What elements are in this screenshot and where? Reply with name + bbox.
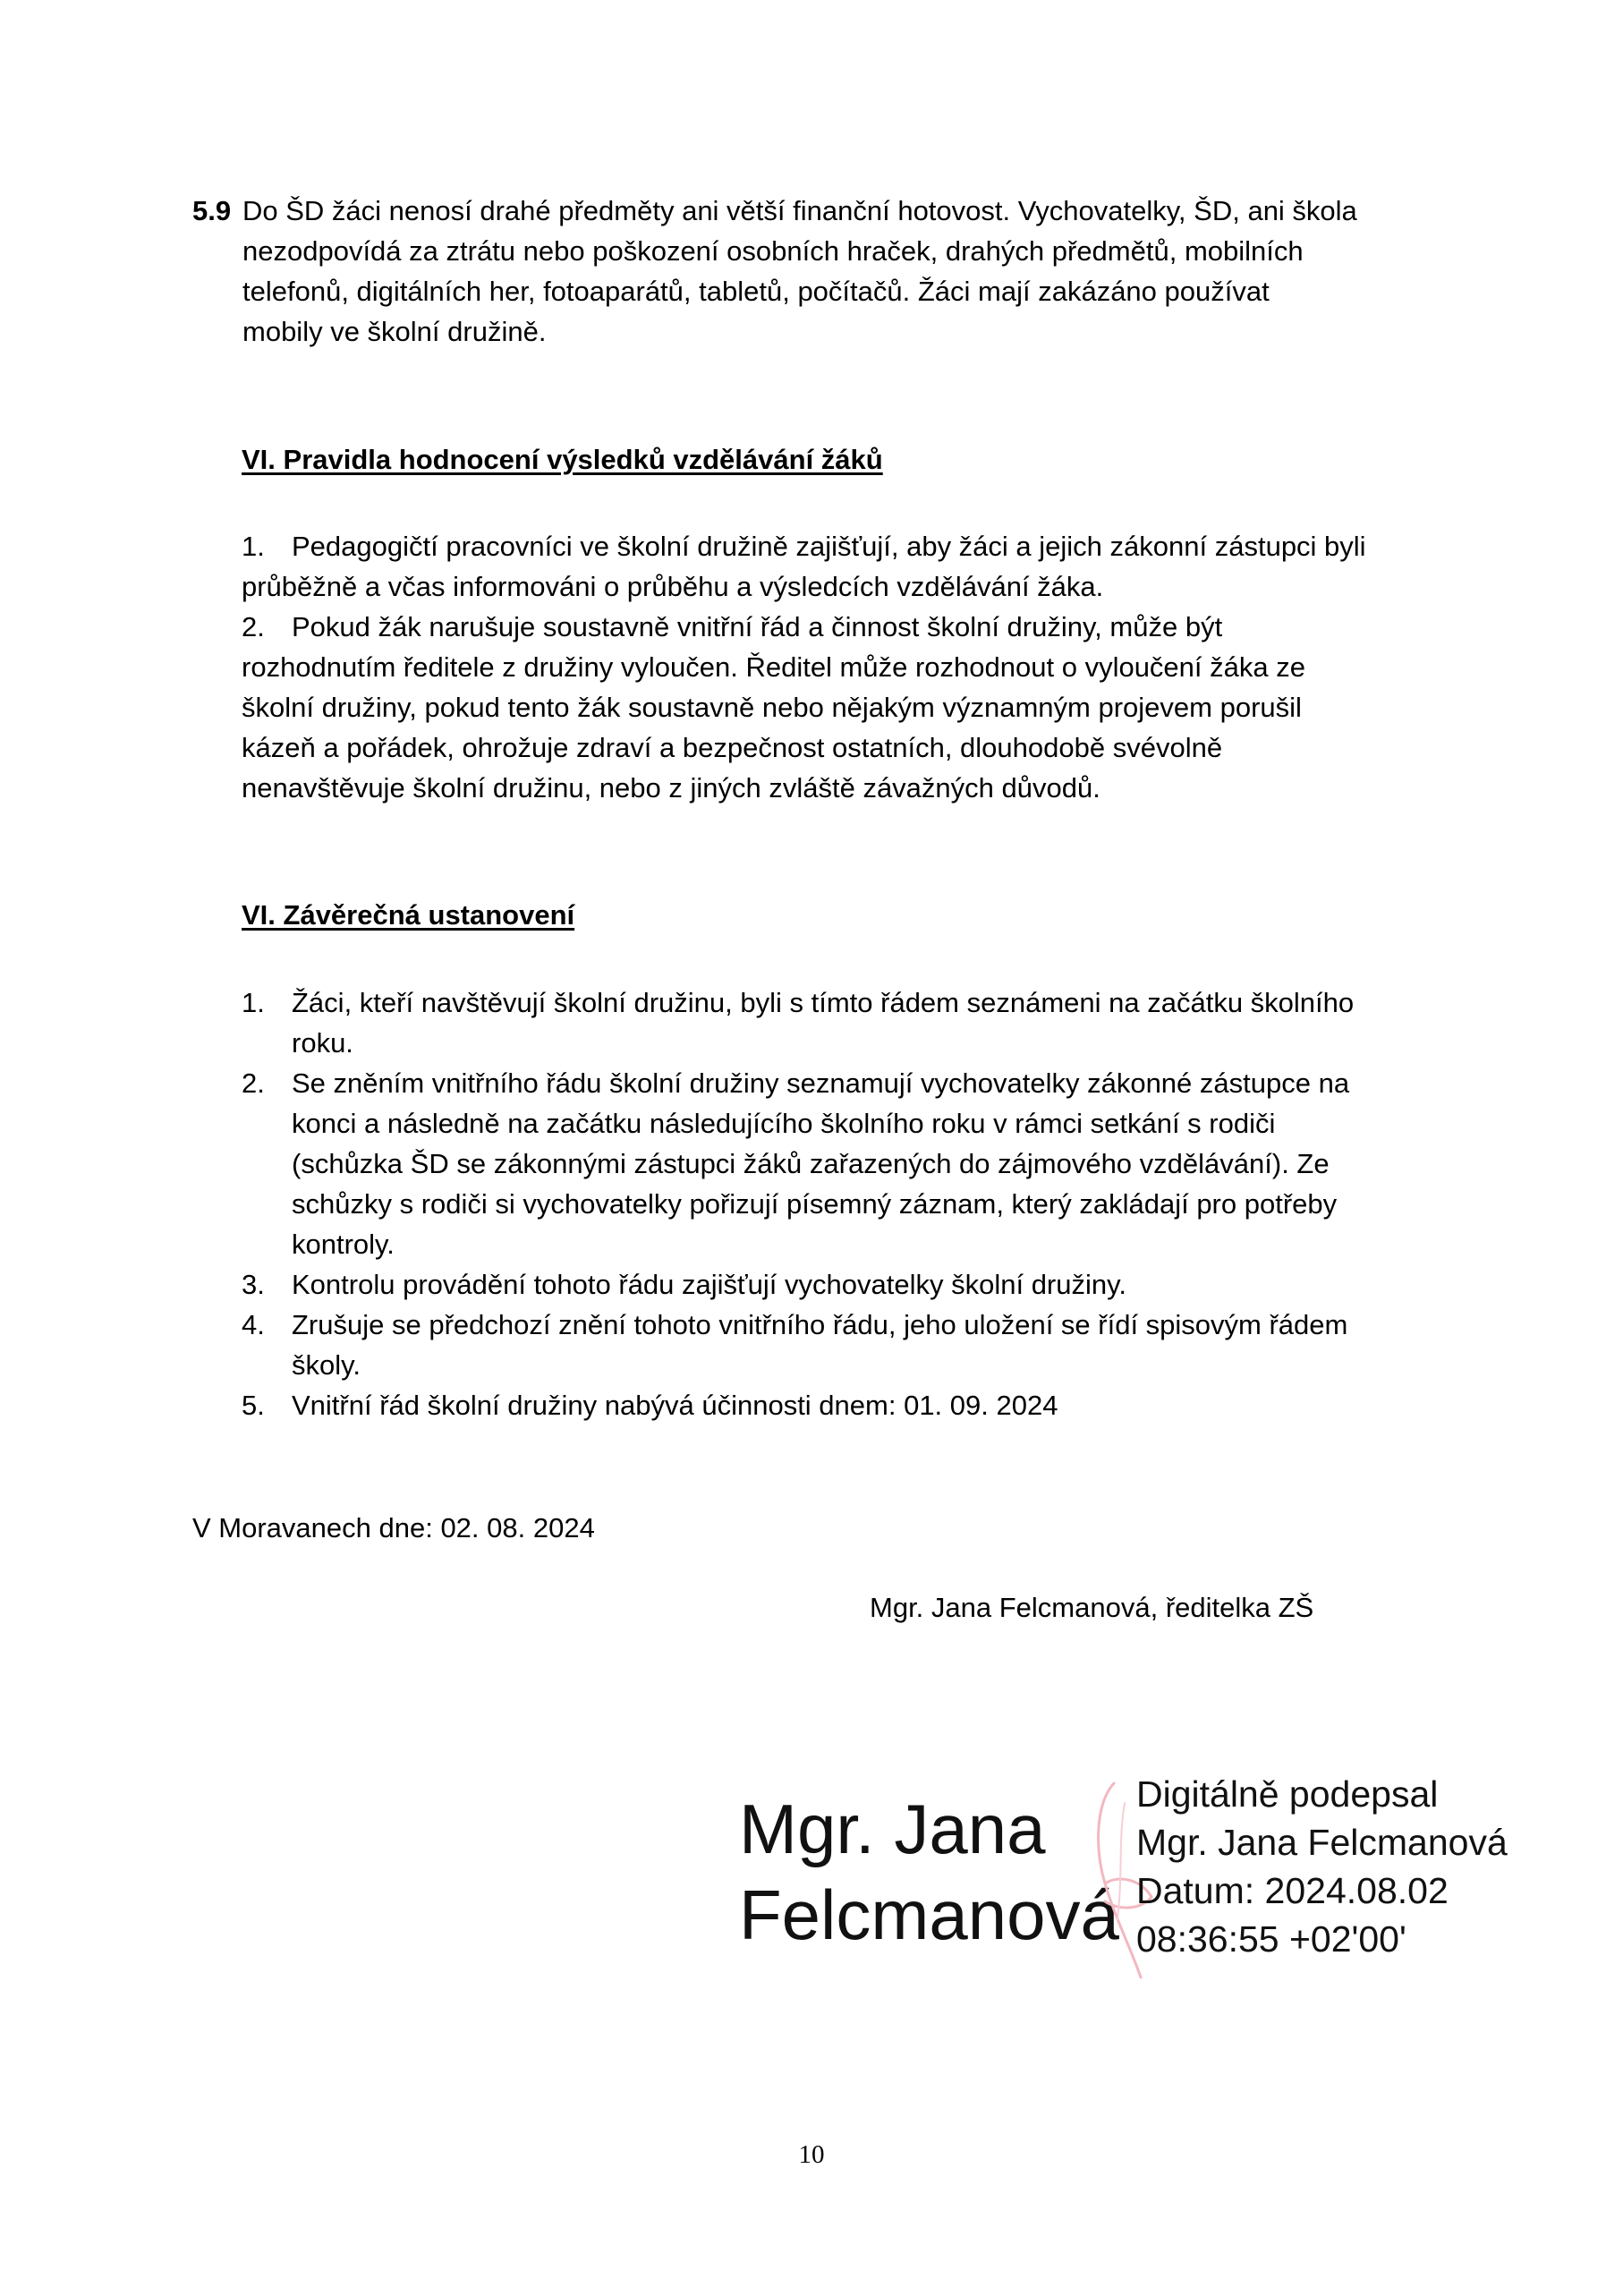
paragraph-body (242, 191, 1481, 352)
text-line: telefonů, digitálních her, fotoaparátů, tabletů, počítačů. Žáci mají zakázáno používat (242, 276, 1270, 307)
section-heading-evaluation: VI. Pravidla hodnocení výsledků vzdělávání žáků (242, 444, 883, 475)
list-item (242, 982, 1494, 1063)
text-line: Do ŠD žáci nenosí drahé předměty ani větší finanční hotovost. Vychovatelky, ŠD, ani škola (242, 195, 1357, 226)
text-line: nezodpovídá za ztrátu nebo poškození osobních hraček, drahých předmětů, mobilních (242, 235, 1304, 267)
text-line: Kontrolu provádění tohoto řádu zajišťují vychovatelky školní družiny. (292, 1269, 1126, 1300)
text-line: školy. (292, 1349, 361, 1381)
text-line: mobily ve školní družině. (242, 316, 547, 347)
text-line: Pedagogičtí pracovníci ve školní družině zajišťují, aby žáci a jejich zákonní zástupci byli (292, 531, 1366, 562)
text-line: kontroly. (292, 1229, 395, 1260)
text-line: kázeň a pořádek, ohrožuje zdraví a bezpečnost ostatních, dlouhodobě svévolně (242, 732, 1223, 763)
list-number: 2. (242, 1067, 265, 1099)
signatory-line: Mgr. Jana Felcmanová, ředitelka ZŠ (870, 1592, 1314, 1623)
list-number: 4. (242, 1309, 265, 1340)
final-provisions-list (242, 982, 1494, 1425)
section-heading-final-provisions: VI. Závěrečná ustanovení (242, 899, 575, 931)
list-number: 2. (242, 611, 265, 642)
text-line: nenavštěvuje školní družinu, nebo z jiných zvláště závažných důvodů. (242, 772, 1100, 804)
list-item (242, 526, 1494, 607)
list-item (242, 607, 1494, 808)
signature-info-line: 08:36:55 +02'00' (1136, 1918, 1406, 1960)
text-line: školní družiny, pokud tento žák soustavně nebo nějakým významným projevem porušil (242, 692, 1302, 723)
text-line: Pokud žák narušuje soustavně vnitřní řád a činnost školní družiny, může být (292, 611, 1223, 642)
list-number: 1. (242, 987, 265, 1018)
list-item (242, 1305, 1494, 1385)
page-number: 10 (798, 2140, 825, 2169)
signature-info-line: Digitálně podepsal (1136, 1773, 1439, 1815)
text-line: průběžně a včas informováni o průběhu a výsledcích vzdělávání žáka. (242, 571, 1104, 602)
text-line: Žáci, kteří navštěvují školní družinu, byli s tímto řádem seznámeni na začátku školního (292, 987, 1355, 1018)
text-line: (schůzka ŠD se zákonnými zástupci žáků zařazených do zájmového vzdělávání). Ze (292, 1148, 1330, 1179)
signature-name-line: Felcmanová (739, 1875, 1119, 1954)
text-line: Zrušuje se předchozí znění tohoto vnitřního řádu, jeho uložení se řídí spisovým řádem (292, 1309, 1348, 1340)
signature-info (1136, 1770, 1508, 1963)
list-number: 1. (242, 531, 265, 562)
signature-name (739, 1786, 1119, 1958)
text-line: Vnitřní řád školní družiny nabývá účinnosti dnem: 01. 09. 2024 (292, 1390, 1058, 1421)
list-item (242, 1385, 1494, 1425)
list-item (242, 1063, 1494, 1264)
text-line: Se zněním vnitřního řádu školní družiny seznamují vychovatelky zákonné zástupce na (292, 1067, 1350, 1099)
signature-info-line: Datum: 2024.08.02 (1136, 1870, 1449, 1911)
text-line: konci a následně na začátku následujícího školního roku v rámci setkání s rodiči (292, 1108, 1276, 1139)
list-number: 5. (242, 1390, 265, 1421)
evaluation-list (242, 526, 1494, 808)
signature-name-line: Mgr. Jana (739, 1790, 1046, 1868)
paragraph-number: 5.9 (192, 195, 232, 226)
paragraph-5-9 (192, 191, 1481, 352)
text-line: roku. (292, 1027, 353, 1059)
text-line: rozhodnutím ředitele z družiny vyloučen. Ředitel může rozhodnout o vyloučení žáka ze (242, 651, 1305, 683)
text-line: schůzky s rodiči si vychovatelky pořizují písemný záznam, který zakládají pro potřeby (292, 1188, 1338, 1220)
signature-info-line: Mgr. Jana Felcmanová (1136, 1822, 1508, 1863)
place-date: V Moravanech dne: 02. 08. 2024 (192, 1512, 595, 1543)
list-item (242, 1264, 1494, 1305)
list-number: 3. (242, 1269, 265, 1300)
